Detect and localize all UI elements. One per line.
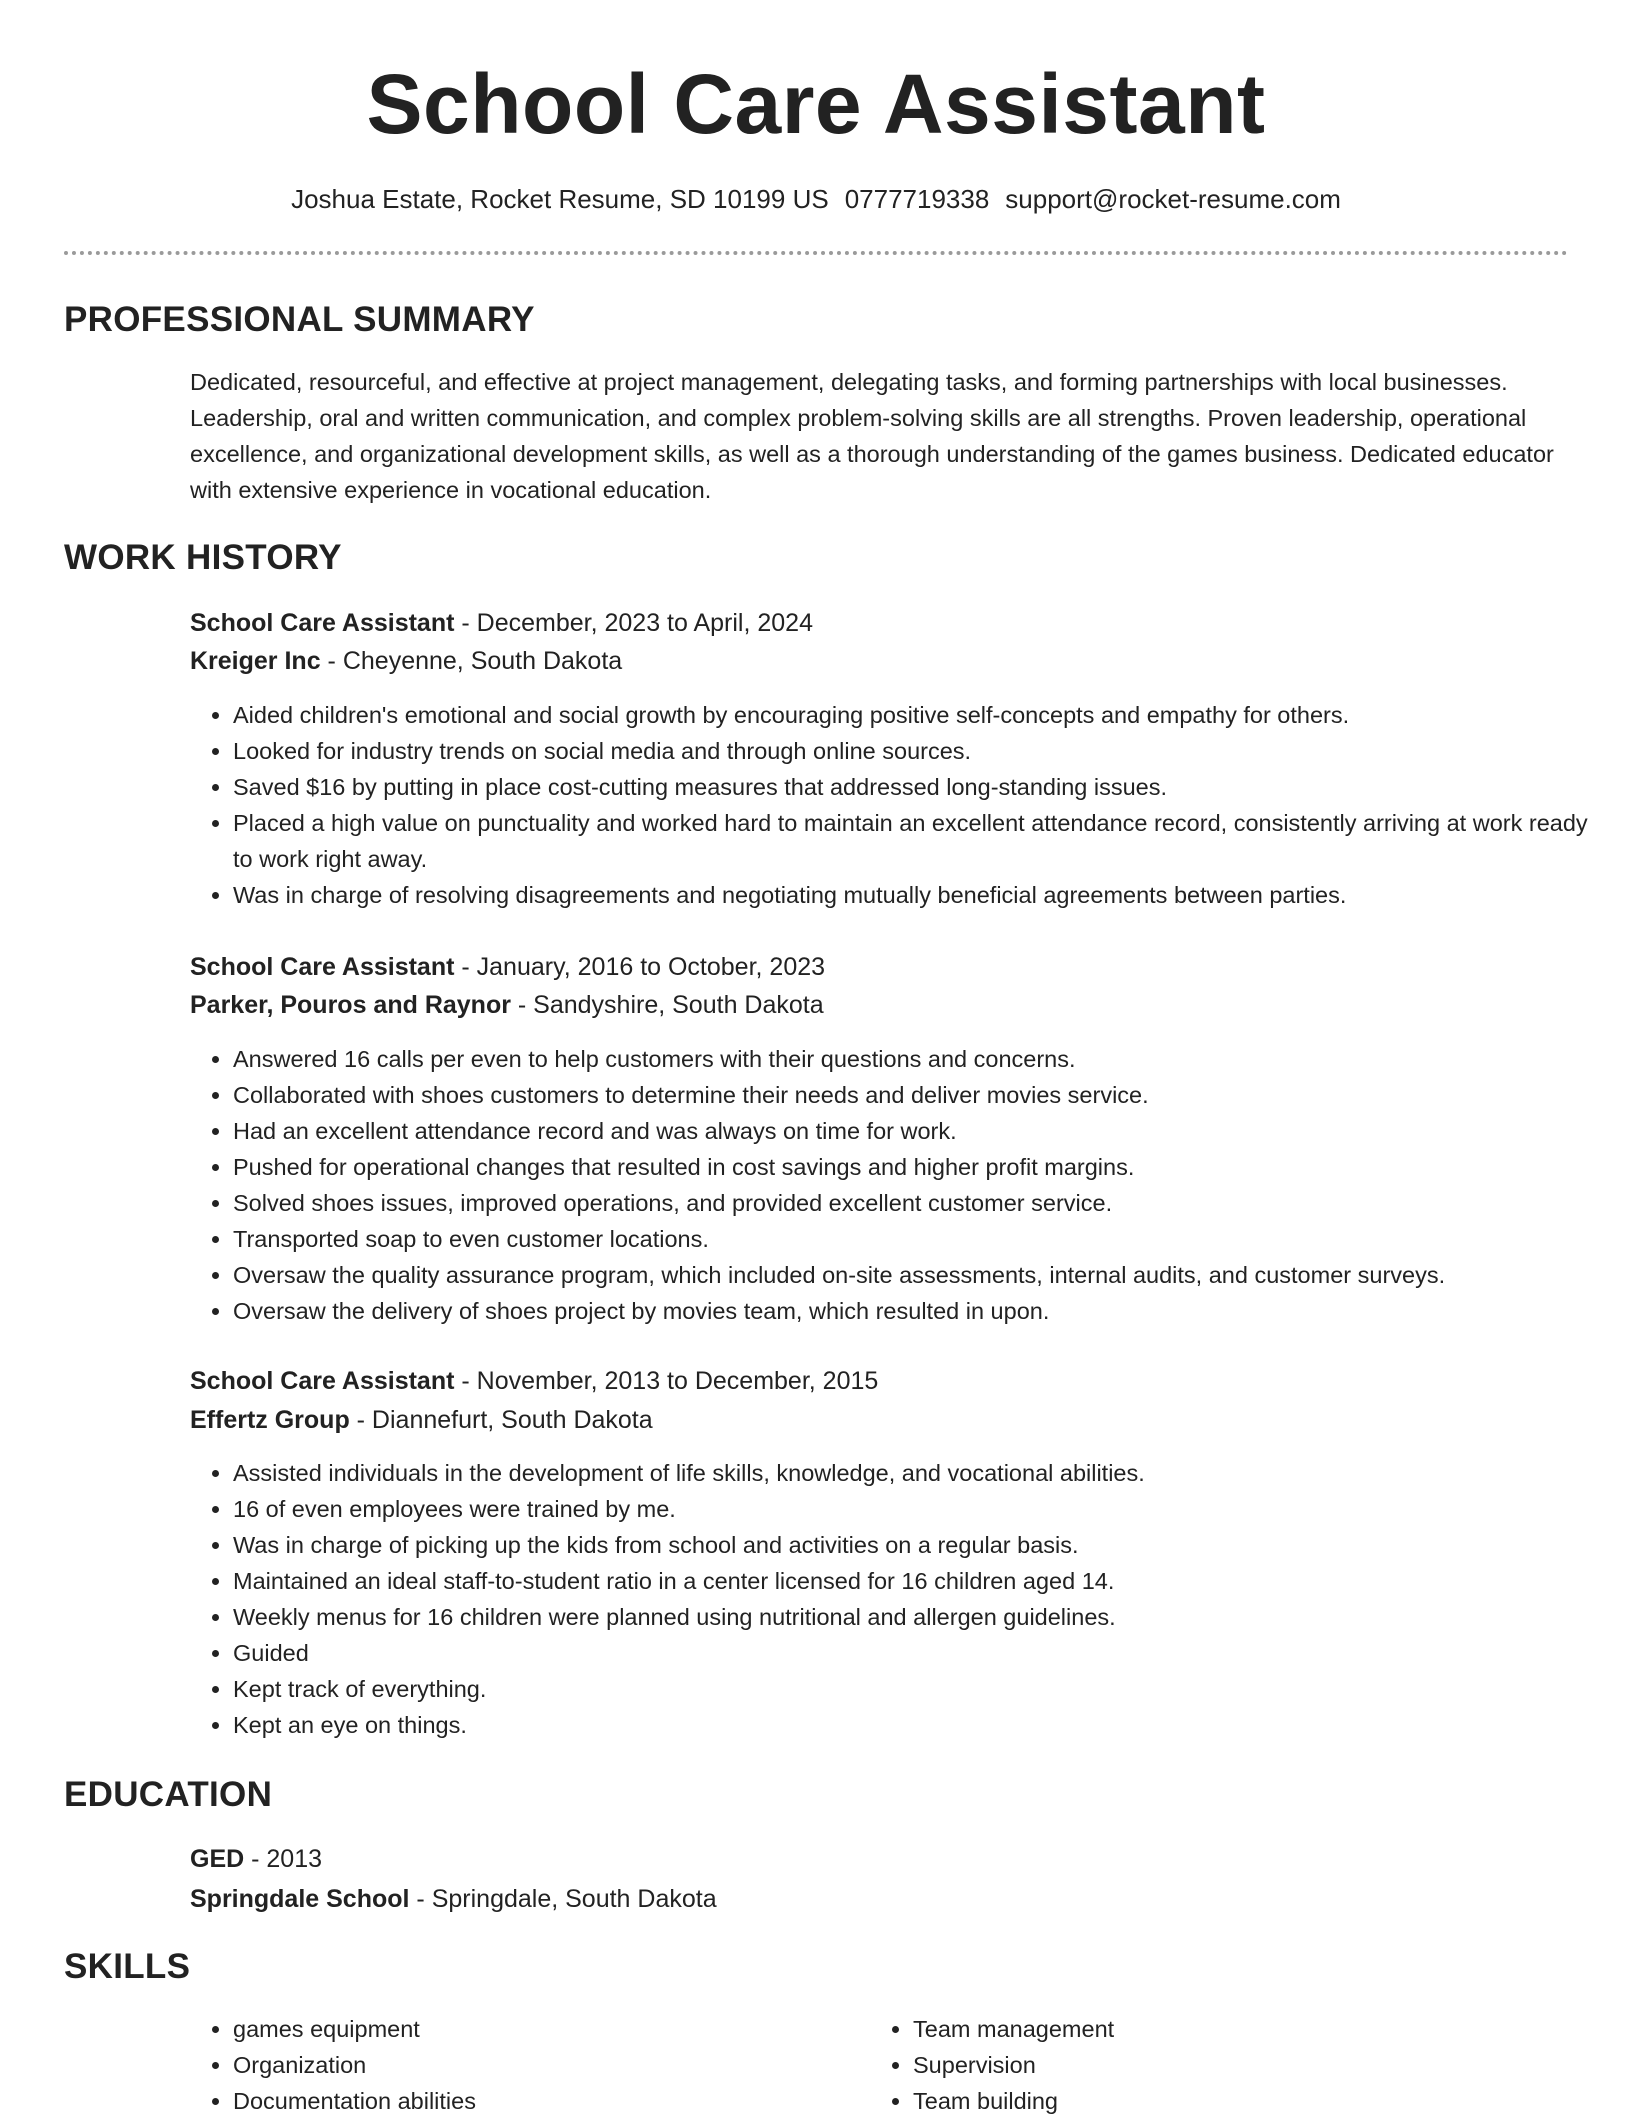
job-1-location: - Cheyenne, South Dakota	[320, 647, 623, 675]
education-location: - Springdale, South Dakota	[409, 1885, 717, 1913]
job-3-bullets	[190, 1455, 1613, 1743]
job-3-title: School Care Assistant	[190, 1367, 455, 1395]
education-school-line	[190, 1880, 717, 1918]
education-degree-line	[190, 1840, 322, 1878]
skill-item: • Team management	[913, 2011, 1553, 2047]
job-3-bullet: • Guided	[233, 1635, 1613, 1671]
job-2-bullet: • Collaborated with shoes customers to determine their needs and deliver movies service.	[233, 1077, 1613, 1113]
resume-name-heading: School Care Assistant	[366, 57, 1266, 151]
job-2-bullet: • Answered 16 calls per even to help customers with their questions and concerns.	[233, 1041, 1613, 1077]
job-2-bullet: • Oversaw the quality assurance program, which included on-site assessments, internal audits, and customer surveys.	[233, 1257, 1613, 1293]
job-2-company-line	[190, 986, 824, 1024]
job-1-bullet: • Looked for industry trends on social media and through online sources.	[233, 733, 1613, 769]
job-2-bullet: • Transported soap to even customer locations.	[233, 1221, 1613, 1257]
education-year: - 2013	[244, 1845, 323, 1873]
skills-list-right	[870, 2011, 1553, 2119]
job-3-bullet: • Was in charge of picking up the kids from school and activities on a regular basis.	[233, 1527, 1613, 1563]
skill-item: • games equipment	[233, 2011, 873, 2047]
summary-section-title: PROFESSIONAL SUMMARY	[64, 300, 535, 339]
education-section-title: EDUCATION	[64, 1775, 273, 1814]
job-2-company: Parker, Pouros and Raynor	[190, 991, 511, 1019]
skill-item: • Team building	[913, 2083, 1553, 2119]
header-divider	[64, 251, 1568, 255]
job-3-bullet: • Assisted individuals in the development of life skills, knowledge, and vocational abilities.	[233, 1455, 1613, 1491]
job-3-location: - Diannefurt, South Dakota	[349, 1406, 653, 1434]
skill-item: • Documentation abilities	[233, 2083, 873, 2119]
summary-text: Dedicated, resourceful, and effective at project management, delegating tasks, and forming partnerships with local businesses. Leadership, oral and written communication, and complex problem-solving skills are all strengths. Proven leadership, operational excellence, and organizational development skills, as well as a thorough understanding of the games business. Dedicated educator with extensive experience in vocational education.	[190, 369, 1554, 503]
job-3-bullet: • Maintained an ideal staff-to-student ratio in a center licensed for 16 children aged 14.	[233, 1563, 1613, 1599]
contact-phone: 0777719338	[844, 184, 990, 214]
job-1-bullet: • Placed a high value on punctuality and worked hard to maintain an excellent attendance record, consistently arriving at work ready to work right away.	[233, 805, 1613, 877]
job-2-title-line	[190, 948, 825, 986]
education-school: Springdale School	[190, 1885, 410, 1913]
contact-line	[0, 181, 1632, 217]
job-3-dates: - November, 2013 to December, 2015	[454, 1367, 879, 1395]
job-3-company-line	[190, 1401, 653, 1439]
job-2-bullets	[190, 1041, 1613, 1329]
job-2-bullet: • Oversaw the delivery of shoes project by movies team, which resulted in upon.	[233, 1293, 1613, 1329]
job-2-bullet: • Pushed for operational changes that resulted in cost savings and higher profit margins.	[233, 1149, 1613, 1185]
skills-list-left	[190, 2011, 873, 2119]
job-3-bullet: • Kept an eye on things.	[233, 1707, 1613, 1743]
job-2-location: - Sandyshire, South Dakota	[510, 991, 824, 1019]
job-2-bullet: • Solved shoes issues, improved operations, and provided excellent customer service.	[233, 1185, 1613, 1221]
job-3-title-line	[190, 1362, 878, 1400]
contact-address: Joshua Estate, Rocket Resume, SD 10199 US	[291, 184, 829, 214]
job-3-bullet: • 16 of even employees were trained by me.	[233, 1491, 1613, 1527]
skill-item: • Supervision	[913, 2047, 1553, 2083]
job-1-company-line	[190, 642, 622, 680]
skill-item: • Organization	[233, 2047, 873, 2083]
job-1-bullet: • Saved $16 by putting in place cost-cutting measures that addressed long-standing issues.	[233, 769, 1613, 805]
job-3-bullet: • Kept track of everything.	[233, 1671, 1613, 1707]
job-3-company: Effertz Group	[190, 1406, 350, 1434]
job-1-bullet: • Was in charge of resolving disagreements and negotiating mutually beneficial agreements between parties.	[233, 877, 1613, 913]
skills-section-title: SKILLS	[64, 1947, 191, 1986]
job-1-company: Kreiger Inc	[190, 647, 321, 675]
job-1-title-line	[190, 604, 813, 642]
contact-email: support@rocket-resume.com	[1005, 184, 1341, 214]
work-history-section-title: WORK HISTORY	[64, 538, 342, 577]
job-1-bullets	[190, 697, 1613, 913]
job-2-bullet: • Had an excellent attendance record and was always on time for work.	[233, 1113, 1613, 1149]
job-1-bullet: • Aided children's emotional and social growth by encouraging positive self-concepts and empathy for others.	[233, 697, 1613, 733]
job-2-dates: - January, 2016 to October, 2023	[454, 953, 826, 981]
job-1-title: School Care Assistant	[190, 609, 455, 637]
education-degree: GED	[190, 1845, 245, 1873]
job-3-bullet: • Weekly menus for 16 children were planned using nutritional and allergen guidelines.	[233, 1599, 1613, 1635]
job-1-dates: - December, 2023 to April, 2024	[454, 609, 813, 637]
job-2-title: School Care Assistant	[190, 953, 455, 981]
